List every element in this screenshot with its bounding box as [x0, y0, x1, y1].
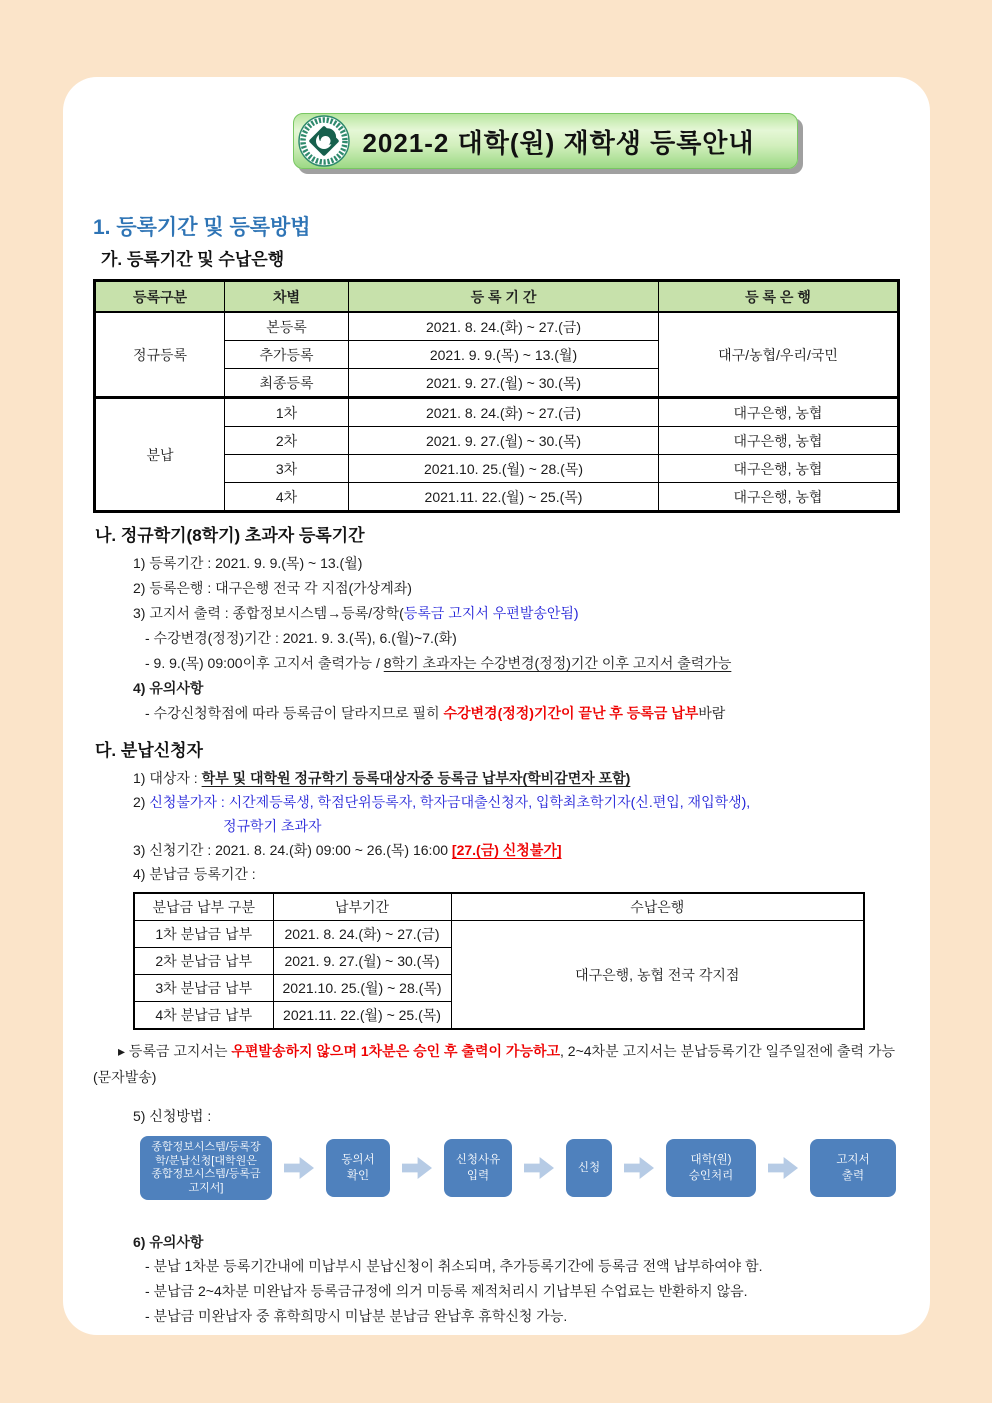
- notice-heading: 6) 유의사항: [133, 1234, 204, 1250]
- list-item: 4) 유의사항: [133, 680, 204, 696]
- round-cell: 추가등록: [225, 341, 349, 369]
- table-row: [95, 398, 899, 427]
- label-cell: 3차 분납금 납부: [134, 975, 273, 1002]
- section-1-heading: 1. 등록기간 및 등록방법: [93, 216, 311, 239]
- list-item-continuation: 정규학기 초과자: [223, 818, 322, 834]
- period-cell: 2021. 9. 9.(목) ~ 13.(월): [349, 341, 659, 369]
- period-cell: 2021. 9. 27.(월) ~ 30.(목): [349, 369, 659, 398]
- flow-step-print: 고지서 출력: [810, 1139, 896, 1197]
- bank-cell: 대구은행, 농협 전국 각지점: [451, 921, 864, 1030]
- application-method-label: 5) 신청방법 :: [133, 1108, 212, 1124]
- period-cell: 2021. 9. 27.(월) ~ 30.(목): [273, 948, 451, 975]
- table-row: [134, 921, 864, 948]
- list-item: 3) 신청기간 : 2021. 8. 24.(화) 09:00 ~ 26.(목) 16:00 [27.(금) 신청불가]: [133, 842, 562, 858]
- flow-arrow-icon: [402, 1156, 432, 1180]
- flow-step-approval: 대학(원) 승인처리: [666, 1139, 756, 1197]
- round-cell: 본등록: [225, 312, 349, 341]
- period-cell: 2021. 8. 24.(화) ~ 27.(금): [273, 921, 451, 948]
- highlight-blue-text: 등록금 고지서 우편발송안됨): [403, 605, 579, 621]
- column-header: 수납은행: [451, 893, 864, 921]
- alert-red-text: 수강변경(정정)기간이 끝난 후 등록금 납부: [443, 705, 699, 721]
- alert-red-text: [27.(금) 신청불가]: [451, 842, 562, 858]
- list-item: 3) 고지서 출력 : 종합정보시스템→등록/장학(등록금 고지서 우편발송안됨): [133, 605, 579, 621]
- period-cell: 2021.10. 25.(월) ~ 28.(목): [273, 975, 451, 1002]
- list-item: 1) 등록기간 : 2021. 9. 9.(목) ~ 13.(월): [133, 555, 363, 571]
- flow-arrow-icon: [284, 1156, 314, 1180]
- label-cell: 4차 분납금 납부: [134, 1002, 273, 1030]
- list-subitem: - 수강신청학점에 따라 등록금이 달라지므로 필히 수강변경(정정)기간이 끝난 후 등록금 납부바람: [145, 705, 726, 721]
- period-cell: 2021. 9. 27.(월) ~ 30.(목): [349, 427, 659, 455]
- period-cell: 2021.11. 22.(월) ~ 25.(목): [273, 1002, 451, 1030]
- period-cell: 2021. 8. 24.(화) ~ 27.(금): [349, 398, 659, 427]
- table-row: [95, 312, 899, 341]
- document-title: 2021-2 대학(원) 재학생 등록안내: [362, 127, 755, 158]
- label-cell: 1차 분납금 납부: [134, 921, 273, 948]
- round-cell: 최종등록: [225, 369, 349, 398]
- round-cell: 2차: [225, 427, 349, 455]
- round-cell: 1차: [225, 398, 349, 427]
- column-header: 등 록 은 행: [659, 281, 899, 313]
- label-cell: 2차 분납금 납부: [134, 948, 273, 975]
- table-header-row: [134, 893, 864, 921]
- round-cell: 3차: [225, 455, 349, 483]
- underlined-text: 8학기 초과자는 수강변경(정정)기간 이후 고지서 출력가능: [383, 655, 732, 671]
- bank-cell: 대구은행, 농협: [659, 398, 899, 427]
- highlight-blue-text: 신청불가자 : 시간제등록생, 학점단위등록자, 학자금대출신청자, 입학최초학기자(신.편입, 재입학생),: [149, 794, 751, 810]
- university-seal-icon: [298, 115, 350, 167]
- notice-bullet: - 분납금 미완납자 중 휴학희망시 미납분 분납금 완납후 휴학신청 가능.: [145, 1308, 568, 1324]
- flow-step-consent: 동의서 확인: [326, 1139, 390, 1197]
- list-subitem: - 수강변경(정정)기간 : 2021. 9. 3.(목), 6.(월)~7.(화): [145, 630, 457, 646]
- section-1c-items: [133, 766, 905, 886]
- application-flowchart: [140, 1136, 896, 1200]
- table-header-row: [95, 281, 899, 313]
- column-header: 등록구분: [95, 281, 225, 313]
- list-item: 4) 분납금 등록기간 :: [133, 866, 256, 882]
- notice-bullets: [145, 1254, 905, 1329]
- notice-bullet: - 분납 1차분 등록기간내에 미납부시 분납신청이 취소되며, 추가등록기간에 등록금 전액 납부하여야 함.: [145, 1258, 763, 1274]
- flow-step-apply: 신청: [566, 1139, 612, 1197]
- triangle-bullet-icon: ▸: [118, 1043, 126, 1059]
- bank-cell: 대구은행, 농협: [659, 483, 899, 512]
- flow-step-portal: 종합정보시스템/등록장 학/분납신청[대학원은 종합정보시스템/등록금 고지서]: [140, 1136, 272, 1200]
- section-1b-heading: 나. 정규학기(8학기) 초과자 등록기간: [95, 526, 365, 545]
- bank-cell: 대구/농협/우리/국민: [659, 312, 899, 398]
- column-header: 납부기간: [273, 893, 451, 921]
- bank-cell: 대구은행, 농협: [659, 455, 899, 483]
- period-cell: 2021.11. 22.(월) ~ 25.(목): [349, 483, 659, 512]
- bank-cell: 대구은행, 농협: [659, 427, 899, 455]
- document-sheet: [63, 77, 930, 1335]
- flow-step-reason: 신청사유 입력: [444, 1139, 512, 1197]
- section-1a-heading: 가. 등록기간 및 수납은행: [101, 250, 285, 269]
- column-header: 차별: [225, 281, 349, 313]
- bill-print-note: ▸ 등록금 고지서는 우편발송하지 않으며 1차분은 승인 후 출력이 가능하고, 2~4차분 고지서는 분납등록기간 일주일전에 출력 가능(문자발송): [93, 1043, 896, 1085]
- list-subitem: - 9. 9.(목) 09:00이후 고지서 출력가능 / 8학기 초과자는 수강변경(정정)기간 이후 고지서 출력가능: [145, 655, 732, 671]
- category-cell: 분납: [95, 398, 225, 512]
- title-banner: [293, 113, 798, 169]
- alert-red-text: 우편발송하지 않으며 1차분은 승인 후 출력이 가능하고: [231, 1043, 561, 1059]
- installment-payment-table: [133, 892, 865, 1030]
- registration-schedule-table: [93, 279, 900, 513]
- column-header: 분납금 납부 구분: [134, 893, 273, 921]
- notice-bullet: - 분납금 2~4차분 미완납자 등록금규정에 의거 미등록 제적처리시 기납부된 수업료는 반환하지 않음.: [145, 1283, 748, 1299]
- list-item: 2) 신청불가자 : 시간제등록생, 학점단위등록자, 학자금대출신청자, 입학최초학기자(신.편입, 재입학생),: [133, 794, 751, 810]
- underlined-text: 학부 및 대학원 정규학기 등록대상자중 등록금 납부자(학비감면자 포함): [201, 770, 631, 786]
- category-cell: 정규등록: [95, 312, 225, 398]
- list-item: 2) 등록은행 : 대구은행 전국 각 지점(가상계좌): [133, 580, 412, 596]
- column-header: 등 록 기 간: [349, 281, 659, 313]
- period-cell: 2021.10. 25.(월) ~ 28.(목): [349, 455, 659, 483]
- round-cell: 4차: [225, 483, 349, 512]
- flow-arrow-icon: [768, 1156, 798, 1180]
- section-1c-heading: 다. 분납신청자: [95, 741, 203, 760]
- flow-arrow-icon: [624, 1156, 654, 1180]
- list-item: 1) 대상자 : 학부 및 대학원 정규학기 등록대상자중 등록금 납부자(학비감면자 포함): [133, 770, 631, 786]
- section-1b-items: [133, 551, 905, 726]
- period-cell: 2021. 8. 24.(화) ~ 27.(금): [349, 312, 659, 341]
- flow-arrow-icon: [524, 1156, 554, 1180]
